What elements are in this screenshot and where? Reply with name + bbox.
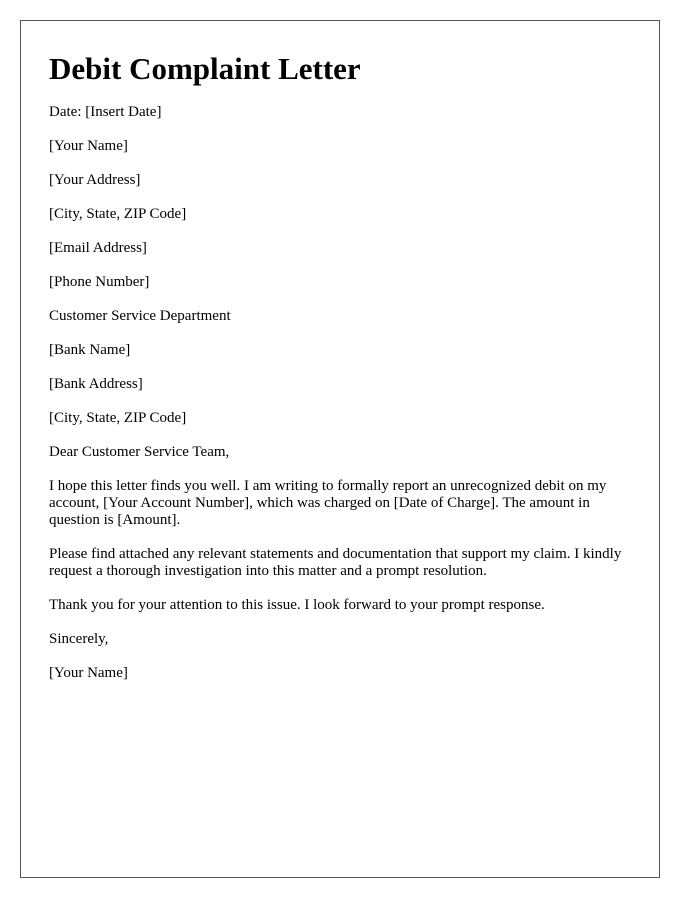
recipient-city-state-zip: [City, State, ZIP Code]: [49, 410, 187, 426]
closing: Sincerely,: [49, 631, 109, 647]
body-paragraph: I hope this letter finds you well. I am writing to formally report an unrecognized debit on my account, [Your Account Number], which was charged on [Date of Charge]. The amount in question is [Amount].: [49, 478, 607, 528]
sender-phone: [Phone Number]: [49, 274, 150, 290]
date-line: Date: [Insert Date]: [49, 104, 162, 120]
body-paragraph: Please find attached any relevant statements and documentation that support my claim. I kindly request a thorough investigation into this matter and a prompt resolution.: [49, 546, 622, 579]
letter-page: [20, 20, 660, 878]
salutation: Dear Customer Service Team,: [49, 444, 230, 460]
sender-name: [Your Name]: [49, 138, 128, 154]
letter-title: Debit Complaint Letter: [49, 51, 361, 86]
sender-email: [Email Address]: [49, 240, 147, 256]
letter-content: [49, 51, 633, 699]
recipient-bank-name: [Bank Name]: [49, 342, 131, 358]
recipient-bank-address: [Bank Address]: [49, 376, 143, 392]
sender-address: [Your Address]: [49, 172, 141, 188]
body-paragraph: Thank you for your attention to this issue. I look forward to your prompt response.: [49, 597, 545, 613]
recipient-department: Customer Service Department: [49, 308, 231, 324]
signature: [Your Name]: [49, 665, 128, 681]
sender-city-state-zip: [City, State, ZIP Code]: [49, 206, 187, 222]
